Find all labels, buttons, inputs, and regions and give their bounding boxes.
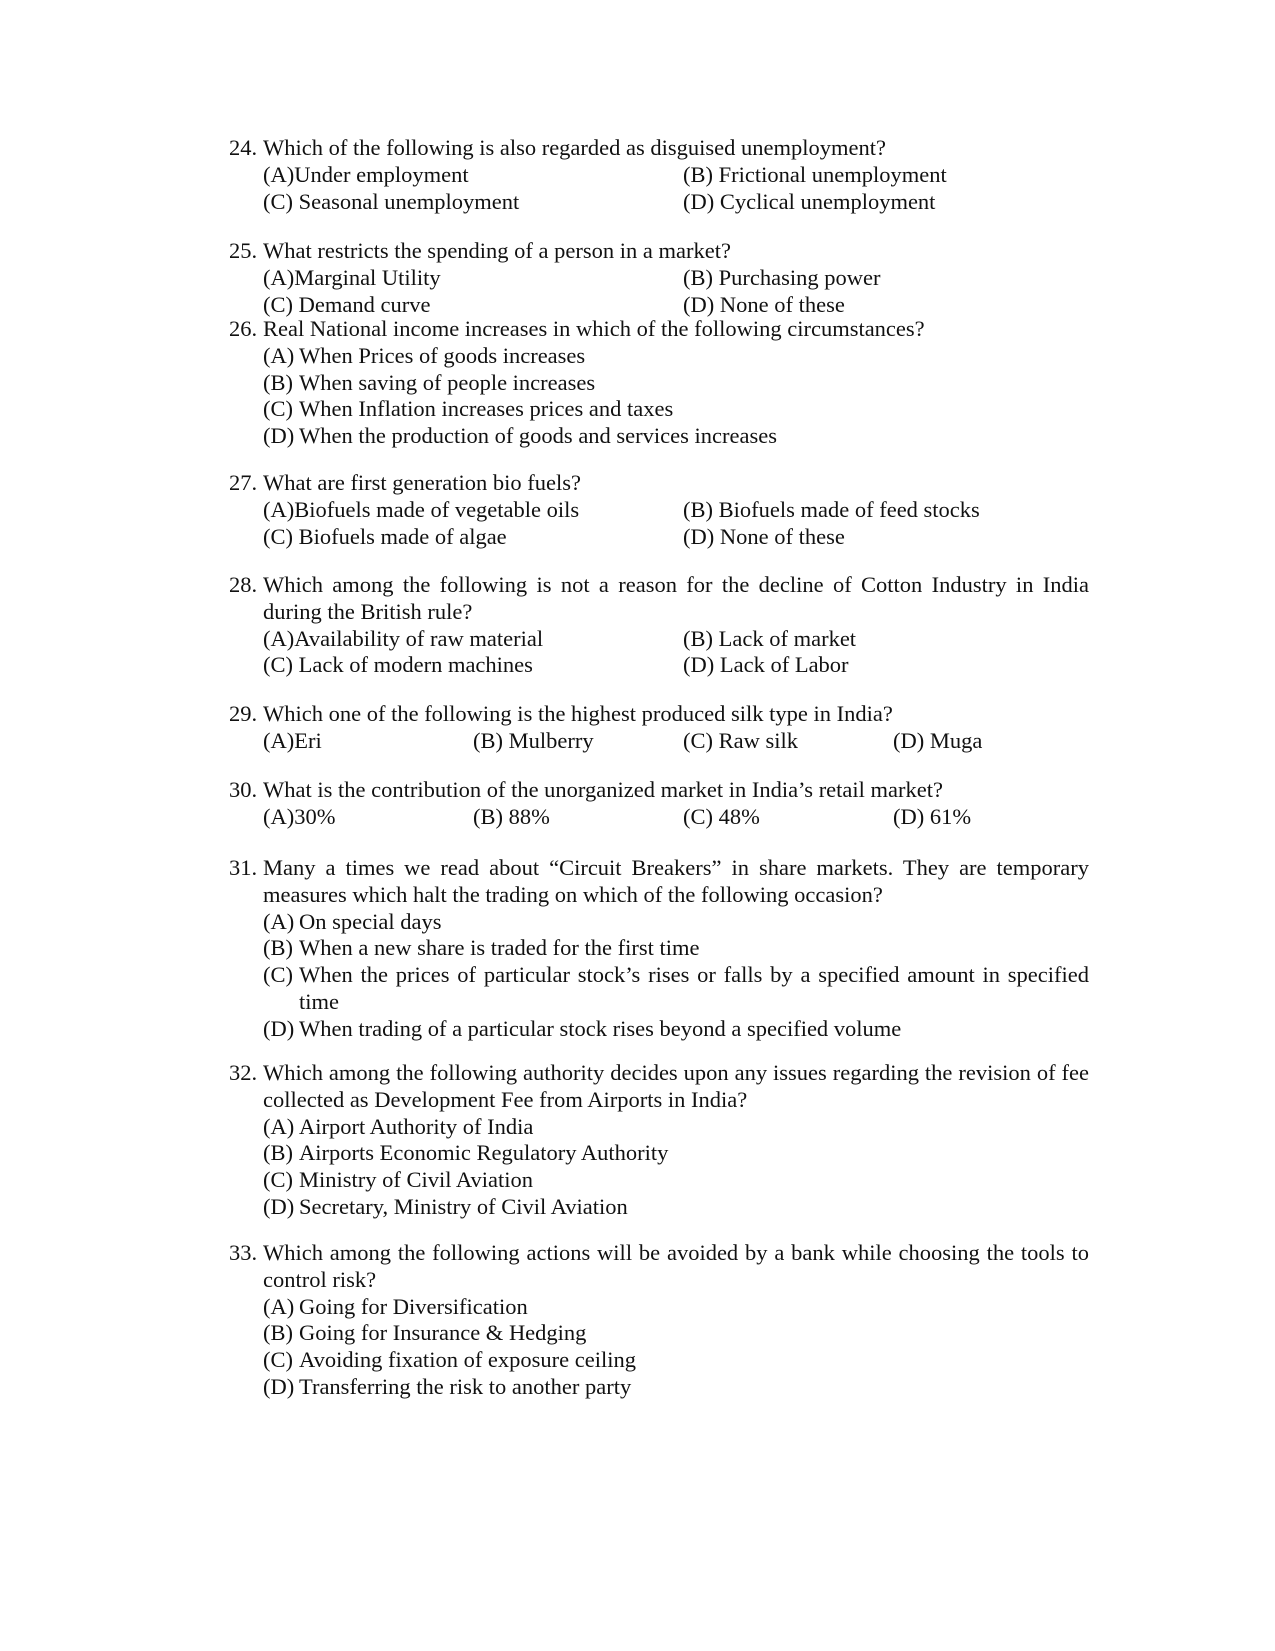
options bbox=[263, 265, 1089, 319]
option-c: (C) When the prices of particular stock’s rises or falls by a specified amount in specified time bbox=[263, 962, 1089, 1014]
option-c: (C) 48% bbox=[683, 803, 760, 829]
option-c: (C) Demand curve bbox=[263, 291, 431, 317]
question-30 bbox=[229, 777, 1089, 831]
question-stem bbox=[229, 238, 1089, 265]
option-a: (A) On special days bbox=[263, 908, 442, 934]
question-stem bbox=[229, 470, 1089, 497]
option-d: (D) Muga bbox=[893, 727, 983, 753]
question-stem bbox=[229, 135, 1089, 162]
option-b: (B) Going for Insurance & Hedging bbox=[263, 1320, 587, 1346]
options bbox=[263, 1114, 1089, 1221]
option-d: (D) Cyclical unemployment bbox=[683, 188, 936, 214]
option-a: (A)30% bbox=[263, 803, 336, 829]
question-number: 24. bbox=[229, 135, 258, 160]
question-25 bbox=[229, 238, 1089, 318]
question-number: 31. bbox=[229, 855, 258, 880]
question-31 bbox=[229, 855, 1089, 1043]
option-b: (B) When a new share is traded for the first time bbox=[263, 935, 700, 961]
option-d: (D) Lack of Labor bbox=[683, 652, 849, 678]
options bbox=[263, 343, 1089, 450]
option-a: (A)Availability of raw material bbox=[263, 625, 544, 651]
question-text: Which among the following is not a reason for the decline of Cotton Industry in India during the British rule? bbox=[263, 572, 1089, 624]
option-c: (C) When Inflation increases prices and taxes bbox=[263, 396, 674, 422]
option-d: (D) When trading of a particular stock rises beyond a specified volume bbox=[263, 1015, 902, 1041]
question-number: 27. bbox=[229, 470, 258, 495]
question-33 bbox=[229, 1240, 1089, 1401]
option-d: (D) When the production of goods and services increases bbox=[263, 423, 777, 449]
option-d: (D) None of these bbox=[683, 523, 845, 549]
question-number: 28. bbox=[229, 572, 258, 597]
question-number: 25. bbox=[229, 238, 258, 263]
question-text: Which one of the following is the highest produced silk type in India? bbox=[263, 701, 893, 726]
question-text: Real National income increases in which of the following circumstances? bbox=[263, 316, 925, 341]
question-stem bbox=[229, 1240, 1089, 1294]
option-d: (D) None of these bbox=[683, 291, 845, 317]
question-number: 33. bbox=[229, 1240, 258, 1265]
option-a: (A)Under employment bbox=[263, 161, 469, 187]
question-number: 26. bbox=[229, 316, 258, 341]
option-a: (A)Biofuels made of vegetable oils bbox=[263, 496, 580, 522]
question-text: Which of the following is also regarded as disguised unemployment? bbox=[263, 135, 886, 160]
question-32 bbox=[229, 1060, 1089, 1221]
option-b: (B) When saving of people increases bbox=[263, 369, 596, 395]
option-c: (C) Seasonal unemployment bbox=[263, 188, 520, 214]
option-b: (B) Mulberry bbox=[473, 727, 594, 753]
question-27 bbox=[229, 470, 1089, 550]
question-24 bbox=[229, 135, 1089, 215]
option-c: (C) Biofuels made of algae bbox=[263, 523, 507, 549]
question-number: 32. bbox=[229, 1060, 258, 1085]
question-stem bbox=[229, 572, 1089, 626]
option-c: (C) Lack of modern machines bbox=[263, 652, 533, 678]
option-a: (A)Eri bbox=[263, 727, 322, 753]
question-text: Which among the following authority decides upon any issues regarding the revision of fee collected as Development Fee from Airports in India? bbox=[263, 1060, 1089, 1112]
option-c: (C) Avoiding fixation of exposure ceiling bbox=[263, 1347, 637, 1373]
option-b: (B) Lack of market bbox=[683, 625, 857, 651]
question-28 bbox=[229, 572, 1089, 679]
question-stem bbox=[229, 855, 1089, 909]
question-text: What is the contribution of the unorganized market in India’s retail market? bbox=[263, 777, 943, 802]
question-26 bbox=[229, 316, 1089, 450]
option-a: (A)Marginal Utility bbox=[263, 264, 441, 290]
options bbox=[263, 909, 1089, 1043]
option-d: (D) 61% bbox=[893, 803, 972, 829]
question-number: 30. bbox=[229, 777, 258, 802]
question-text: What restricts the spending of a person in a market? bbox=[263, 238, 731, 263]
option-b: (B) Biofuels made of feed stocks bbox=[683, 496, 980, 522]
options bbox=[263, 626, 1089, 680]
question-stem bbox=[229, 777, 1089, 804]
option-a: (A) Going for Diversification bbox=[263, 1293, 528, 1319]
options bbox=[263, 804, 1089, 831]
option-b: (B) Purchasing power bbox=[683, 264, 881, 290]
option-d: (D) Secretary, Ministry of Civil Aviation bbox=[263, 1193, 628, 1219]
question-text: Which among the following actions will be avoided by a bank while choosing the tools to control risk? bbox=[263, 1240, 1089, 1292]
option-b: (B) 88% bbox=[473, 803, 550, 829]
question-stem bbox=[229, 316, 1089, 343]
options bbox=[263, 1294, 1089, 1401]
option-c: (C) Raw silk bbox=[683, 727, 799, 753]
question-number: 29. bbox=[229, 701, 258, 726]
options bbox=[263, 728, 1089, 755]
options bbox=[263, 497, 1089, 551]
option-c: (C) Ministry of Civil Aviation bbox=[263, 1167, 533, 1193]
question-text: Many a times we read about “Circuit Breakers” in share markets. They are temporary measures which halt the trading on which of the following occasion? bbox=[263, 855, 1089, 907]
option-b: (B) Airports Economic Regulatory Authority bbox=[263, 1140, 669, 1166]
question-text: What are first generation bio fuels? bbox=[263, 470, 581, 495]
option-a: (A) When Prices of goods increases bbox=[263, 342, 586, 368]
option-b: (B) Frictional unemployment bbox=[683, 161, 947, 187]
option-d: (D) Transferring the risk to another party bbox=[263, 1373, 632, 1399]
question-29 bbox=[229, 701, 1089, 755]
question-stem bbox=[229, 1060, 1089, 1114]
options bbox=[263, 162, 1089, 216]
option-a: (A) Airport Authority of India bbox=[263, 1113, 534, 1139]
question-stem bbox=[229, 701, 1089, 728]
